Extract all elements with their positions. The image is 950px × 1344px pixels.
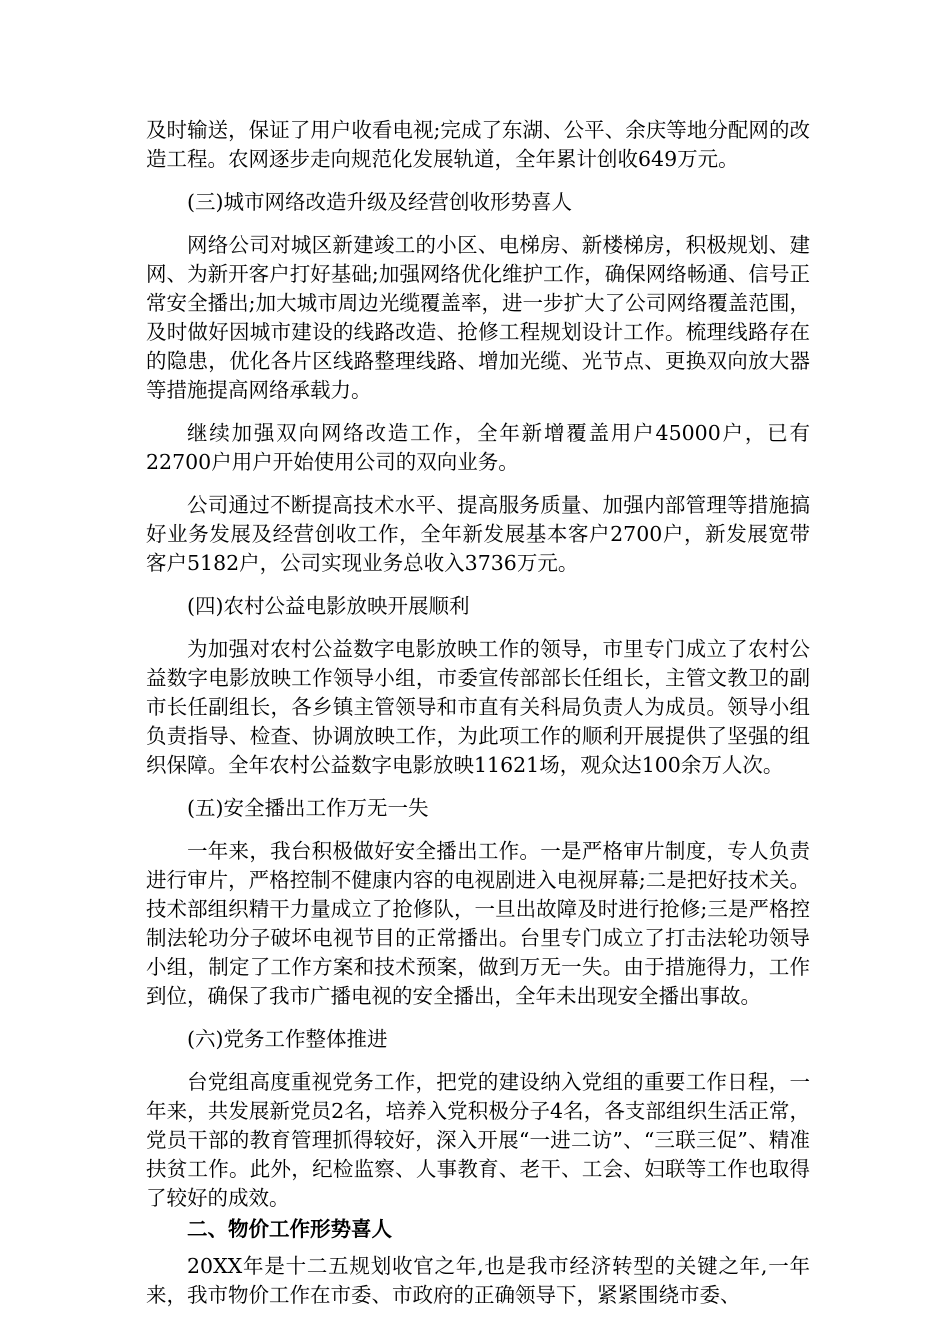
paragraph-price-work: 20XX年是十二五规划收官之年,也是我市经济转型的关键之年,一年来，我市物价工作在市委、市政府的正确领导下，紧紧围绕市委、: [146, 1254, 810, 1307]
paragraph-company-revenue: 公司通过不断提高技术水平、提高服务质量、加强内部管理等措施搞好业务发展及经营创收工作，全年新发展基本客户2700户，新发展宽带客户5182户，公司实现业务总收入3736万元。: [146, 493, 810, 575]
paragraph-party-work: 台党组高度重视党务工作，把党的建设纳入党组的重要工作日程，一年来，共发展新党员2名，培养入党积极分子4名，各支部组织生活正常，党员干部的教育管理抓得较好，深入开展“一进二访”、“三联三促”、精准扶贫工作。此外，纪检监察、人事教育、老干、工会、妇联等工作也取得了较好的成效。: [146, 1070, 810, 1210]
document-page: [146, 116, 810, 1324]
section-heading-rural-film: (四)农村公益电影放映开展顺利: [187, 594, 470, 618]
paragraph-network-company: 网络公司对城区新建竣工的小区、电梯房、新楼梯房，积极规划、建网、为新开客户打好基础;加强网络优化维护工作，确保网络畅通、信号正常安全播出;加大城市周边光缆覆盖率，进一步扩大了公司网络覆盖范围，及时做好因城市建设的线路改造、抢修工程规划设计工作。梳理线路存在的隐患，优化各片区线路整理线路、增加光缆、光节点、更换双向放大器等措施提高网络承载力。: [146, 233, 810, 402]
section-heading-safe-broadcast: (五)安全播出工作万无一失: [187, 796, 429, 820]
paragraph-rural-film: 为加强对农村公益数字电影放映工作的领导，市里专门成立了农村公益数字电影放映工作领导小组，市委宣传部部长任组长，主管文教卫的副市长任副组长，各乡镇主管领导和市直有关科局负责人为成员。领导小组负责指导、检查、协调放映工作，为此项工作的顺利开展提供了坚强的组织保障。全年农村公益数字电影放映11621场，观众达100余万人次。: [146, 637, 810, 777]
section-heading-party-work: (六)党务工作整体推进: [187, 1027, 388, 1051]
paragraph-safe-broadcast: 一年来，我台积极做好安全播出工作。一是严格审片制度，专人负责进行审片，严格控制不健康内容的电视剧进入电视屏幕;二是把好技术关。技术部组织精干力量成立了抢修队，一旦出故障及时进行抢修;三是严格控制法轮功分子破坏电视节目的正常播出。台里专门成立了打击法轮功领导小组，制定了工作方案和技术预案，做到万无一失。由于措施得力，工作到位，确保了我市广播电视的安全播出，全年未出现安全播出事故。: [146, 839, 810, 1008]
section-heading-urban-network: (三)城市网络改造升级及经营创收形势喜人: [187, 190, 572, 214]
paragraph-two-way-network: 继续加强双向网络改造工作，全年新增覆盖用户45000户，已有22700户用户开始使用公司的双向业务。: [146, 421, 810, 474]
paragraph-rural-network: 及时输送，保证了用户收看电视;完成了东湖、公平、余庆等地分配网的改造工程。农网逐步走向规范化发展轨道，全年累计创收649万元。: [146, 118, 810, 171]
chapter-heading-price-work: 二、物价工作形势喜人: [187, 1217, 392, 1241]
